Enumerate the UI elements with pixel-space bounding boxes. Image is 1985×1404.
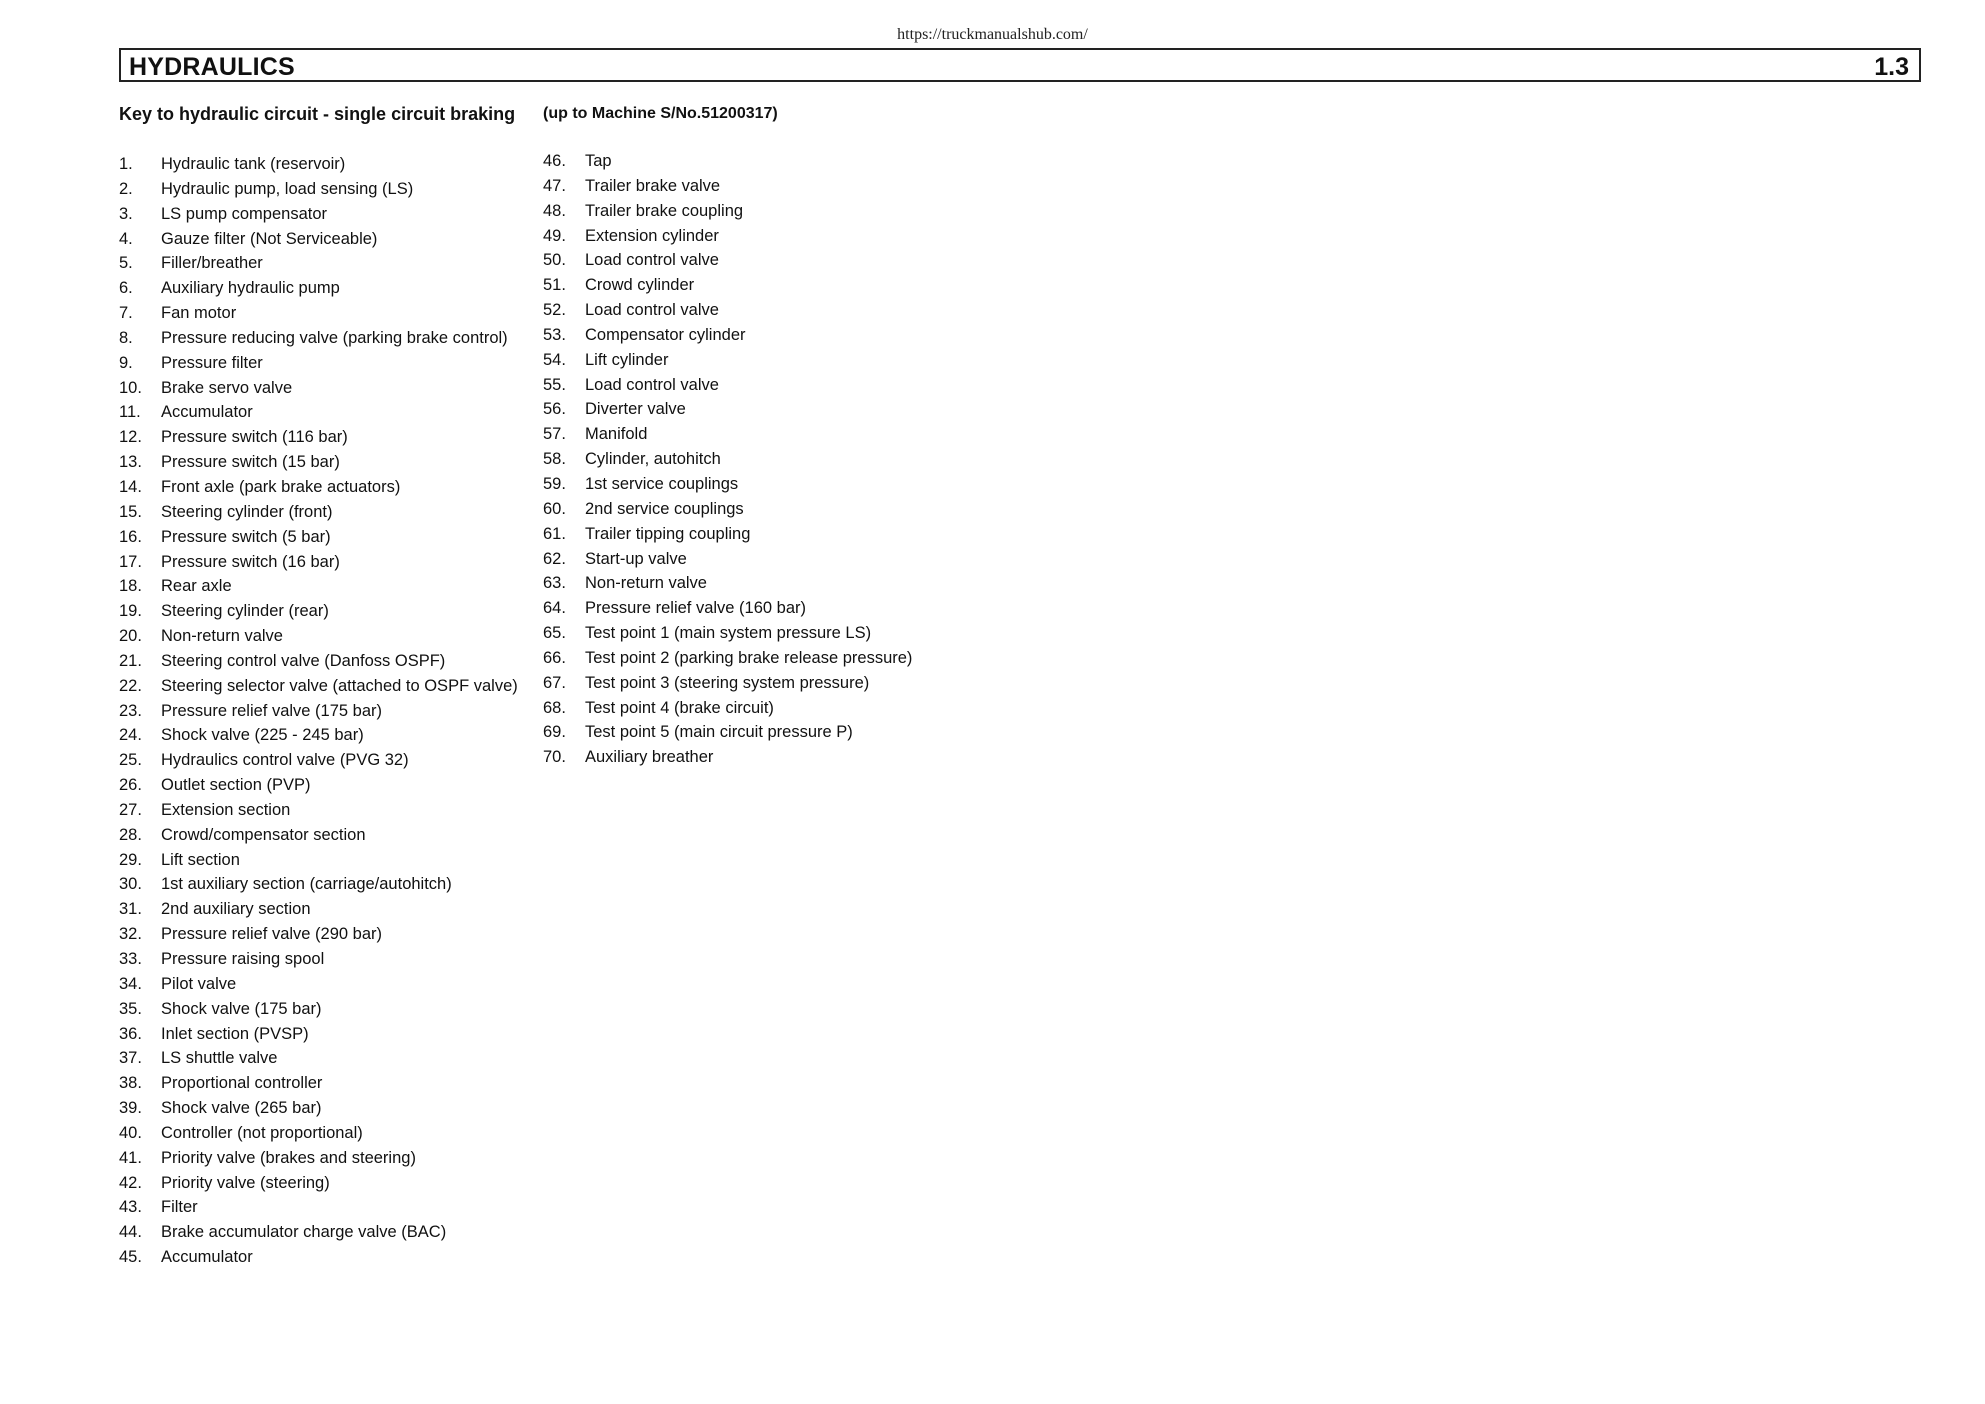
key-item-label: Hydraulic pump, load sensing (LS) [161, 179, 414, 198]
key-item-number: 14. [119, 477, 142, 496]
key-item-label: Load control valve [585, 251, 719, 270]
key-item-label: Brake accumulator charge valve (BAC) [161, 1223, 447, 1242]
key-item-number: 36. [119, 1024, 142, 1043]
key-item-number: 1. [119, 155, 133, 173]
key-item-label: Pressure relief valve (175 bar) [161, 701, 383, 720]
key-item-label: Pressure reducing valve (parking brake control) [161, 328, 508, 347]
key-item [119, 699, 539, 724]
key-item [119, 152, 539, 177]
key-item-label: Shock valve (175 bar) [161, 999, 322, 1018]
key-item [119, 997, 539, 1022]
key-item-number: 58. [543, 450, 566, 469]
page-header [119, 48, 1921, 82]
key-item [119, 351, 539, 376]
key-item [119, 1245, 539, 1270]
key-item-label: Pressure switch (16 bar) [161, 552, 340, 571]
key-item [119, 1121, 539, 1146]
key-item-number: 26. [119, 776, 142, 795]
key-item-label: Hydraulic tank (reservoir) [161, 155, 346, 173]
key-item-label: Shock valve (225 - 245 bar) [161, 726, 364, 745]
key-item-label: Rear axle [161, 577, 232, 596]
key-item-label: Crowd/compensator section [161, 825, 366, 844]
key-item [119, 1195, 539, 1220]
key-item [543, 348, 983, 373]
key-item [543, 571, 983, 596]
key-item [543, 149, 983, 174]
key-item-label: Pressure raising spool [161, 950, 325, 968]
key-item-label: Pressure filter [161, 353, 263, 372]
key-item-label: Cylinder, autohitch [585, 450, 721, 469]
key-item-number: 33. [119, 950, 142, 968]
key-item-label: 1st auxiliary section (carriage/autohitch) [161, 875, 452, 894]
key-item-label: Gauze filter (Not Serviceable) [161, 229, 378, 248]
key-item-label: Proportional controller [161, 1074, 323, 1093]
key-item [119, 177, 539, 202]
key-item-number: 50. [543, 251, 566, 270]
key-item-number: 70. [543, 748, 566, 767]
key-item-number: 57. [543, 425, 566, 444]
key-item-label: Pressure switch (5 bar) [161, 527, 331, 546]
key-item [119, 649, 539, 674]
key-item-number: 49. [543, 226, 566, 245]
key-item-label: Test point 2 (parking brake release pressure) [585, 648, 913, 667]
key-item-number: 2. [119, 179, 133, 198]
key-item [543, 174, 983, 199]
key-item-number: 37. [119, 1049, 142, 1068]
key-item-label: Pressure switch (116 bar) [161, 428, 348, 447]
key-item [119, 624, 539, 649]
key-item-label: Accumulator [161, 403, 253, 422]
key-item [119, 848, 539, 873]
key-item-label: Test point 5 (main circuit pressure P) [585, 723, 853, 742]
key-item-label: LS shuttle valve [161, 1049, 278, 1068]
key-item [543, 522, 983, 547]
key-item [543, 646, 983, 671]
key-item-number: 38. [119, 1074, 142, 1093]
key-item-number: 66. [543, 648, 566, 667]
key-item-label: Load control valve [585, 375, 719, 394]
key-item [119, 773, 539, 798]
key-item-label: Lift cylinder [585, 350, 669, 369]
key-item-label: Inlet section (PVSP) [161, 1024, 309, 1043]
key-item [543, 720, 983, 745]
key-item-label: 2nd auxiliary section [161, 900, 311, 919]
key-item-label: Accumulator [161, 1248, 253, 1267]
key-item-label: Lift section [161, 850, 240, 869]
key-item-number: 52. [543, 301, 566, 320]
key-item [119, 525, 539, 550]
key-item [119, 326, 539, 351]
key-item-number: 18. [119, 577, 142, 596]
key-item-label: Hydraulics control valve (PVG 32) [161, 751, 409, 770]
key-item-label: Steering cylinder (front) [161, 502, 333, 521]
key-item-number: 17. [119, 552, 142, 571]
key-item-label: Steering control valve (Danfoss OSPF) [161, 651, 446, 670]
key-item-number: 24. [119, 726, 142, 745]
key-item-number: 60. [543, 499, 566, 518]
key-item-label: Pressure switch (15 bar) [161, 453, 340, 472]
key-item-label: Crowd cylinder [585, 276, 695, 295]
key-item [119, 1071, 539, 1096]
key-item-number: 3. [119, 204, 133, 223]
key-item-number: 40. [119, 1123, 142, 1142]
key-item [119, 922, 539, 947]
key-item-number: 19. [119, 602, 142, 621]
key-item [119, 947, 539, 972]
key-item-number: 53. [543, 325, 566, 344]
key-item-number: 13. [119, 453, 142, 472]
key-item-label: Filter [161, 1198, 198, 1217]
key-item-label: Trailer tipping coupling [585, 524, 751, 543]
key-item-label: Auxiliary hydraulic pump [161, 279, 340, 298]
key-item [119, 1146, 539, 1171]
key-item-label: Pilot valve [161, 974, 237, 993]
key-item [543, 745, 983, 770]
key-item [119, 500, 539, 525]
key-item-label: Front axle (park brake actuators) [161, 477, 401, 496]
key-item-number: 27. [119, 800, 142, 819]
key-item [119, 450, 539, 475]
key-item-label: Pressure relief valve (290 bar) [161, 925, 383, 944]
key-item-label: Controller (not proportional) [161, 1123, 363, 1142]
key-item-label: Tap [585, 152, 612, 170]
key-item-number: 4. [119, 229, 133, 248]
key-item [119, 897, 539, 922]
key-item-label: Test point 3 (steering system pressure) [585, 673, 870, 692]
key-item-number: 6. [119, 279, 133, 298]
key-item [119, 748, 539, 773]
key-item-label: 1st service couplings [585, 474, 739, 493]
section-number: 1.3 [1874, 53, 1909, 81]
key-item-number: 61. [543, 524, 566, 543]
key-item [119, 823, 539, 848]
key-item-label: Trailer brake valve [585, 176, 721, 195]
key-item-label: Start-up valve [585, 549, 687, 568]
key-item-number: 41. [119, 1148, 142, 1167]
key-item [119, 872, 539, 897]
key-item [543, 472, 983, 497]
key-item-label: Brake servo valve [161, 378, 293, 397]
key-item-number: 68. [543, 698, 566, 717]
key-item [119, 227, 539, 252]
key-item [119, 301, 539, 326]
key-item-label: Non-return valve [585, 574, 707, 593]
key-item [119, 1046, 539, 1071]
key-item-label: Steering cylinder (rear) [161, 602, 329, 621]
key-item-number: 55. [543, 375, 566, 394]
key-item-number: 12. [119, 428, 142, 447]
key-item-number: 7. [119, 304, 133, 323]
key-item-number: 39. [119, 1099, 142, 1118]
key-item [543, 273, 983, 298]
key-item-label: Compensator cylinder [585, 325, 746, 344]
key-item [119, 1096, 539, 1121]
key-item-label: Pressure relief valve (160 bar) [585, 599, 807, 618]
key-item-number: 28. [119, 825, 142, 844]
key-item-number: 65. [543, 624, 566, 643]
key-item [543, 621, 983, 646]
key-item-number: 44. [119, 1223, 142, 1242]
key-item-number: 54. [543, 350, 566, 369]
key-item [119, 1022, 539, 1047]
key-item-label: Test point 4 (brake circuit) [585, 698, 774, 717]
key-item-number: 15. [119, 502, 142, 521]
key-item-label: Trailer brake coupling [585, 201, 744, 220]
key-item-number: 62. [543, 549, 566, 568]
key-item [119, 376, 539, 401]
key-item-number: 48. [543, 201, 566, 220]
key-item-number: 29. [119, 850, 142, 869]
key-title: Key to hydraulic circuit - single circuit braking [119, 104, 516, 124]
key-item-number: 35. [119, 999, 142, 1018]
key-item [543, 199, 983, 224]
key-item-label: Shock valve (265 bar) [161, 1099, 322, 1118]
key-item-label: Filler/breather [161, 254, 263, 273]
key-item [119, 723, 539, 748]
key-item [119, 798, 539, 823]
key-item-number: 32. [119, 925, 142, 944]
key-item-number: 10. [119, 378, 142, 397]
key-item-number: 23. [119, 701, 142, 720]
key-item-label: Auxiliary breather [585, 748, 714, 767]
key-subtitle: (up to Machine S/No.51200317) [543, 105, 778, 122]
key-item [543, 422, 983, 447]
key-item-label: LS pump compensator [161, 204, 328, 223]
key-item-number: 9. [119, 353, 133, 372]
key-list-right [543, 149, 983, 770]
key-item [119, 574, 539, 599]
key-item-number: 63. [543, 574, 566, 593]
key-item-label: Diverter valve [585, 400, 686, 419]
key-item-label: Fan motor [161, 304, 237, 323]
key-item [119, 251, 539, 276]
key-item-number: 67. [543, 673, 566, 692]
key-item [119, 599, 539, 624]
key-item-label: Non-return valve [161, 627, 283, 646]
key-item [543, 248, 983, 273]
key-item [543, 298, 983, 323]
key-item [119, 972, 539, 997]
key-item-number: 22. [119, 676, 142, 695]
key-item-number: 42. [119, 1173, 142, 1192]
key-item-number: 25. [119, 751, 142, 770]
key-item-label: Priority valve (steering) [161, 1173, 330, 1192]
key-item [543, 447, 983, 472]
key-item [119, 276, 539, 301]
key-item [543, 696, 983, 721]
key-item [119, 400, 539, 425]
key-item-number: 21. [119, 651, 142, 670]
key-item-number: 20. [119, 627, 142, 646]
key-item [119, 1171, 539, 1196]
key-item-number: 46. [543, 152, 566, 170]
key-item [119, 674, 539, 699]
key-item-label: Outlet section (PVP) [161, 776, 311, 795]
key-item-label: Steering selector valve (attached to OSPF valve) [161, 676, 518, 695]
key-item [119, 202, 539, 227]
key-item-label: Extension section [161, 800, 291, 819]
key-item-label: Test point 1 (main system pressure LS) [585, 624, 872, 643]
key-item-number: 51. [543, 276, 566, 295]
key-item [543, 323, 983, 348]
key-item-number: 31. [119, 900, 142, 919]
key-item-label: Extension cylinder [585, 226, 719, 245]
key-item [543, 373, 983, 398]
key-item [543, 397, 983, 422]
key-item-number: 47. [543, 176, 566, 195]
key-item [119, 425, 539, 450]
key-item-number: 11. [119, 403, 141, 422]
key-item [119, 550, 539, 575]
key-item [119, 1220, 539, 1245]
key-item [543, 497, 983, 522]
key-item-label: Load control valve [585, 301, 719, 320]
source-url: https://truckmanualshub.com/ [897, 26, 1088, 43]
key-item-number: 69. [543, 723, 566, 742]
key-item-number: 16. [119, 527, 142, 546]
key-item-number: 45. [119, 1248, 142, 1267]
key-item-number: 8. [119, 328, 133, 347]
header-title: HYDRAULICS [129, 53, 295, 81]
key-item [543, 224, 983, 249]
key-item-number: 56. [543, 400, 566, 419]
key-item [543, 547, 983, 572]
key-item-number: 59. [543, 474, 566, 493]
key-item-number: 30. [119, 875, 142, 894]
key-item-label: 2nd service couplings [585, 499, 744, 518]
key-item-number: 5. [119, 254, 133, 273]
key-item [543, 596, 983, 621]
key-list-left [119, 152, 539, 1270]
key-item [543, 671, 983, 696]
key-item-number: 64. [543, 599, 566, 618]
key-item-number: 43. [119, 1198, 142, 1217]
key-item [119, 475, 539, 500]
key-item-label: Manifold [585, 425, 648, 444]
key-item-label: Priority valve (brakes and steering) [161, 1148, 416, 1167]
key-item-number: 34. [119, 974, 142, 993]
